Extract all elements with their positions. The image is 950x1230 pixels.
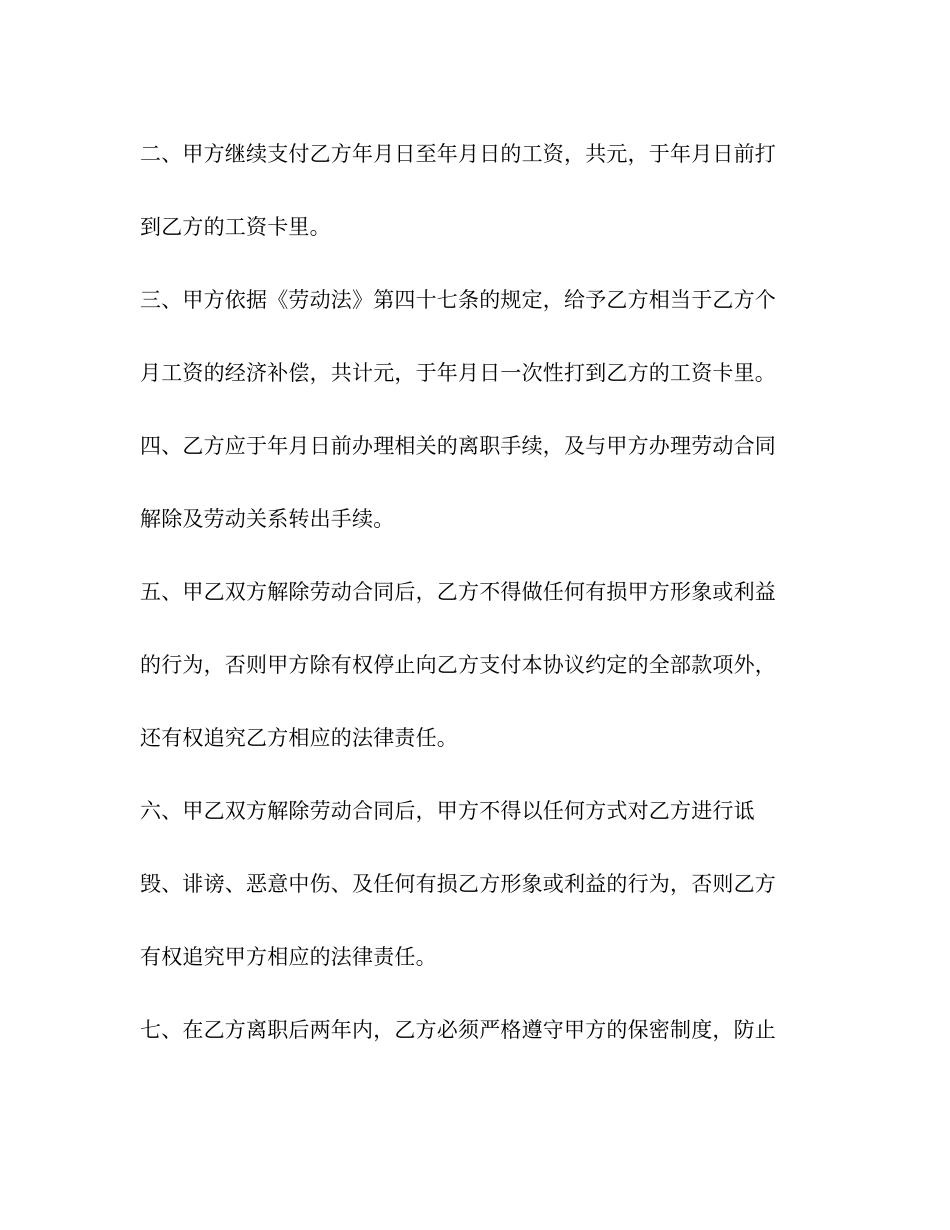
clause-4-line-1: 四、乙方应于年月日前办理相关的离职手续，及与甲方办理劳动合同 [140, 434, 776, 458]
clause-4-line-2: 解除及劳动关系转出手续。 [140, 507, 395, 531]
clause-5-line-3: 还有权追究乙方相应的法律责任。 [140, 726, 458, 750]
clause-6-line-3: 有权追究甲方相应的法律责任。 [140, 945, 437, 969]
clause-7-line-1: 七、在乙方离职后两年内，乙方必须严格遵守甲方的保密制度，防止 [140, 1018, 776, 1042]
clause-2-line-2: 到乙方的工资卡里。 [140, 215, 331, 239]
clause-2-line-1: 二、甲方继续支付乙方年月日至年月日的工资，共元，于年月日前打 [140, 142, 776, 166]
clause-3-line-2: 月工资的经济补偿，共计元，于年月日一次性打到乙方的工资卡里。 [140, 361, 776, 385]
clause-5-line-2: 的行为，否则甲方除有权停止向乙方支付本协议约定的全部款项外， [140, 653, 776, 677]
clause-3-line-1: 三、甲方依据《劳动法》第四十七条的规定，给予乙方相当于乙方个 [140, 288, 776, 312]
clause-5-line-1: 五、甲乙双方解除劳动合同后，乙方不得做任何有损甲方形象或利益 [140, 580, 776, 604]
clause-6-line-1: 六、甲乙双方解除劳动合同后，甲方不得以任何方式对乙方进行诋 [140, 799, 755, 823]
clause-6-line-2: 毁、诽谤、恶意中伤、及任何有损乙方形象或利益的行为，否则乙方 [140, 872, 776, 896]
